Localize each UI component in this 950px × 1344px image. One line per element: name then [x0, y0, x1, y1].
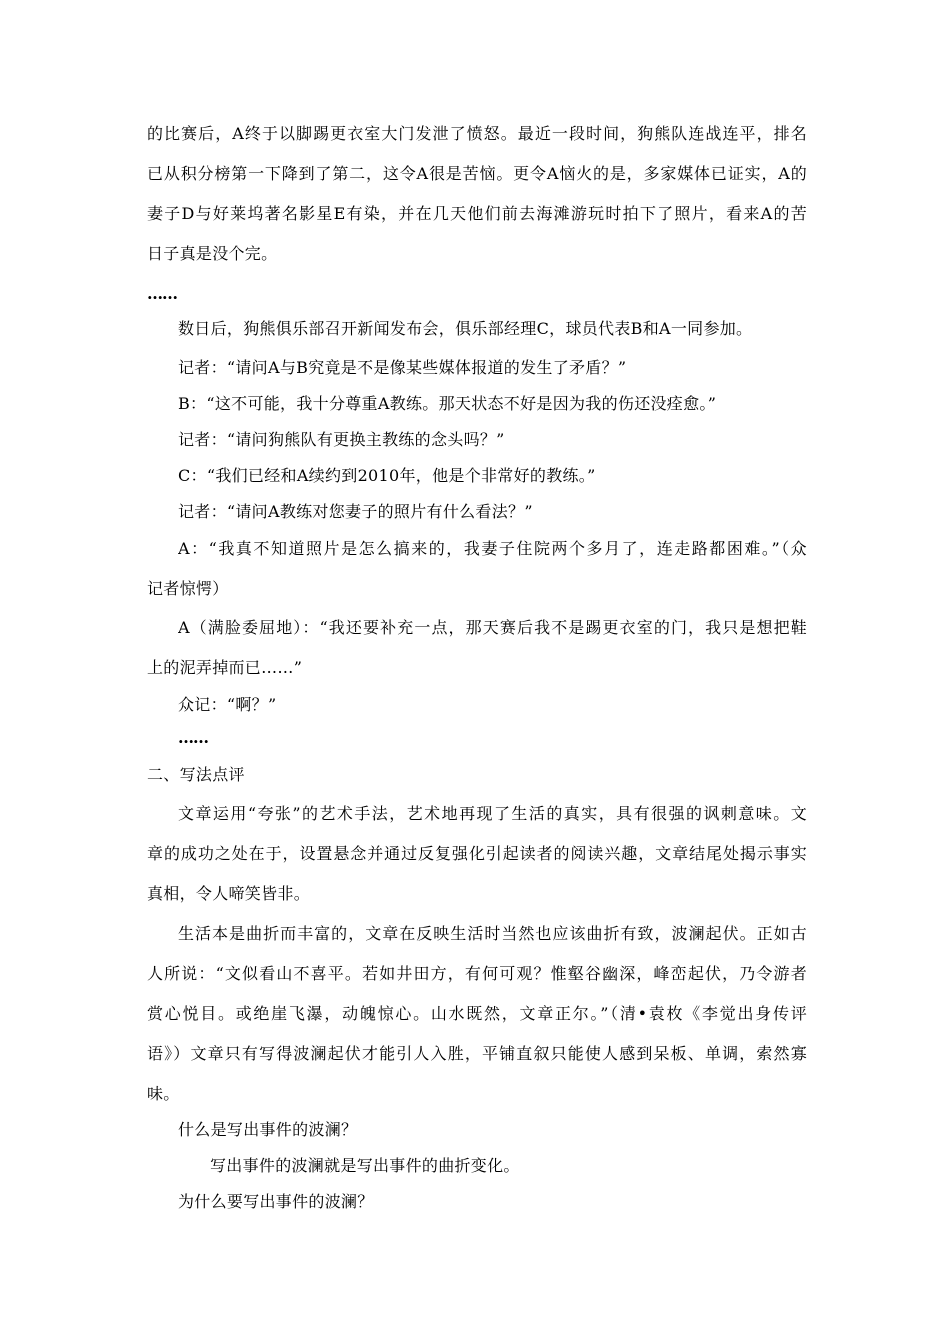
paragraph-line: 赏心悦目。或绝崖飞瀑，动魄惊心。山水既然，文章正尔。”（清•袁枚《李觉出身传评 [147, 1004, 807, 1023]
paragraph-line: 生活本是曲折而丰富的，文章在反映生活时当然也应该曲折有致，波澜起伏。正如古 [178, 924, 807, 943]
paragraph-line: 日子真是没个完。 [147, 244, 278, 263]
paragraph-line: 已从积分榜第一下降到了第二，这令A很是苦恼。更令A恼火的是，多家媒体已证实，A的 [147, 164, 807, 183]
dialogue-line: C：“我们已经和A续约到2010年，他是个非常好的教练。” [178, 466, 596, 485]
dialogue-line: 众记：“啊？” [178, 695, 277, 714]
ellipsis-separator: …… [178, 728, 208, 747]
dialogue-line: A（满脸委屈地）：“我还要补充一点，那天赛后我不是踢更衣室的门，我只是想把鞋 [178, 618, 807, 637]
dialogue-line: 记者：“请问狗熊队有更换主教练的念头吗？” [178, 430, 505, 449]
ellipsis-separator: …… [147, 284, 177, 303]
paragraph-line: 的比赛后，A终于以脚踢更衣室大门发泄了愤怒。最近一段时间，狗熊队连战连平，排名 [147, 124, 807, 143]
dialogue-line: 记者：“请问A与B究竟是不是像某些媒体报道的发生了矛盾？” [178, 358, 627, 377]
dialogue-line: B：“这不可能，我十分尊重A教练。那天状态不好是因为我的伤还没痊愈。” [178, 394, 717, 413]
paragraph-line: 真相，令人啼笑皆非。 [147, 884, 311, 903]
answer-line: 写出事件的波澜就是写出事件的曲折变化。 [210, 1156, 520, 1175]
paragraph-line: 语》）文章只有写得波澜起伏才能引人入胜，平铺直叙只能使人感到呆板、单调，索然寡 [147, 1044, 807, 1063]
dialogue-line: 记者惊愕） [147, 579, 229, 598]
section-heading: 二、写法点评 [147, 765, 245, 784]
paragraph-line: 妻子D与好莱坞著名影星E有染，并在几天他们前去海滩游玩时拍下了照片，看来A的苦 [147, 204, 807, 223]
dialogue-line: 记者：“请问A教练对您妻子的照片有什么看法？” [178, 502, 533, 521]
paragraph-line: 味。 [147, 1084, 180, 1103]
paragraph-line: 人所说：“文似看山不喜平。若如井田方，有何可观？惟壑谷幽深，峰峦起伏，乃令游者 [147, 964, 807, 983]
dialogue-line: A：“我真不知道照片是怎么搞来的，我妻子住院两个多月了，连走路都困难。”（众 [178, 539, 807, 558]
question-line: 为什么要写出事件的波澜？ [178, 1192, 374, 1211]
dialogue-line: 上的泥弄掉而已……” [147, 658, 303, 677]
paragraph-line: 章的成功之处在于，设置悬念并通过反复强化引起读者的阅读兴趣，文章结尾处揭示事实 [147, 844, 807, 863]
paragraph-line: 文章运用“夸张”的艺术手法，艺术地再现了生活的真实，具有很强的讽刺意味。文 [178, 804, 807, 823]
paragraph-line: 数日后，狗熊俱乐部召开新闻发布会，俱乐部经理C，球员代表B和A一同参加。 [178, 319, 753, 338]
question-line: 什么是写出事件的波澜？ [178, 1120, 358, 1139]
